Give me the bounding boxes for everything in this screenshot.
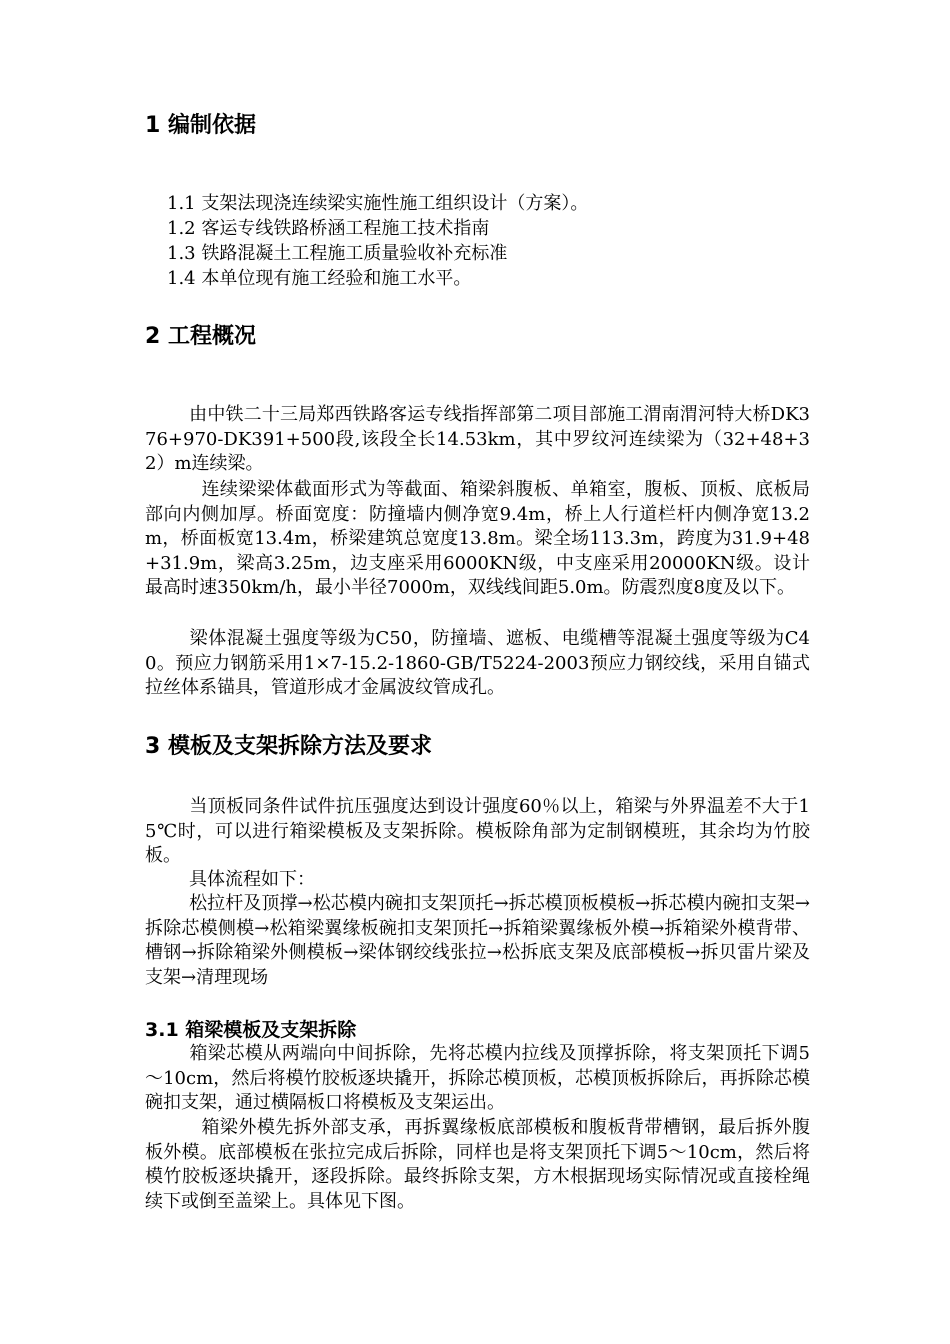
- core-mold-removal-paragraph: [145, 1042, 810, 1116]
- concrete-grade-text: 梁体混凝土强度等级为C50，防撞墙、遮板、电缆槽等混凝土强度等级为C40。预应力钢筋采用1×7-15.2-1860-GB/T5224-2003预应力钢绞线，采用自锚式拉丝体系锚具，管道形成才金属波纹管成孔。: [145, 628, 810, 698]
- core-mold-removal-text: 箱梁芯模从两端向中间拆除，先将芯模内拉线及顶撑拆除，将支架顶托下调5～10cm，然后将模竹胶板逐块撬开，拆除芯模顶板，芯模顶板拆除后，再拆除芯模碗扣支架，通过横隔板口将模板及支架运出。: [145, 1043, 810, 1113]
- reference-item-2: 1.2 客运专线铁路桥涵工程施工技术指南: [167, 218, 490, 239]
- section-3-heading: 3 模板及支架拆除方法及要求: [145, 734, 432, 759]
- outer-mold-removal-paragraph: [145, 1116, 810, 1214]
- project-overview-paragraph: [145, 403, 810, 477]
- section-2-heading: 2 工程概况: [145, 324, 256, 349]
- reference-item-1: 1.1 支架法现浇连续梁实施性施工组织设计（方案）。: [167, 193, 589, 214]
- removal-condition-paragraph: [145, 795, 810, 869]
- section-form-text: 连续梁梁体截面形式为等截面、箱梁斜腹板、单箱室，腹板、顶板、底板局部向内侧加厚。桥面宽度：防撞墙内侧净宽9.4m，桥上人行道栏杆内侧净宽13.2m，桥面板宽13.4m，桥梁建筑总宽度13.8m。梁全场113.3m，跨度为31.9+48+31.9m，梁高3.25m，边支座采用6000KN级，中支座采用20000KN级。设计最高时速350km/h，最小半径7000m，双线线间距5.0m。防震烈度8度及以下。: [145, 479, 810, 598]
- project-overview-text: 由中铁二十三局郑西铁路客运专线指挥部第二项目部施工渭南渭河特大桥DK376+970-DK391+500段,该段全长14.53km，其中罗纹河连续梁为（32+48+32）m连续梁。: [145, 404, 810, 474]
- process-intro-paragraph: [145, 868, 810, 893]
- reference-item-4: 1.4 本单位现有施工经验和施工水平。: [167, 268, 472, 289]
- section-1-heading: 1 编制依据: [145, 113, 256, 138]
- section-form-paragraph: [145, 478, 810, 601]
- process-flow-paragraph: [145, 892, 810, 990]
- outer-mold-removal-text: 箱梁外模先拆外部支承，再拆翼缘板底部模板和腹板背带槽钢，最后拆外腹板外模。底部模板在张拉完成后拆除，同样也是将支架顶托下调5～10cm，然后将模竹胶板逐块撬开，逐段拆除。最终拆除支架，方木根据现场实际情况或直接栓绳续下或倒至盖梁上。具体见下图。: [145, 1117, 810, 1212]
- process-flow-text: 松拉杆及顶撑→松芯模内碗扣支架顶托→拆芯模顶板模板→拆芯模内碗扣支架→拆除芯模侧模→松箱梁翼缘板碗扣支架顶托→拆箱梁翼缘板外模→拆箱梁外模背带、槽钢→拆除箱梁外侧模板→梁体钢绞线张拉→松拆底支架及底部模板→拆贝雷片梁及支架→清理现场: [145, 893, 810, 988]
- reference-item-3: 1.3 铁路混凝土工程施工质量验收补充标准: [167, 243, 508, 264]
- concrete-grade-paragraph: [145, 627, 810, 701]
- process-intro-text: 具体流程如下：: [189, 869, 315, 890]
- removal-condition-text: 当顶板同条件试件抗压强度达到设计强度60％以上，箱梁与外界温差不大于15℃时，可以进行箱梁模板及支架拆除。模板除角部为定制钢模班，其余均为竹胶板。: [145, 796, 810, 866]
- subsection-3-1-heading: 3.1 箱梁模板及支架拆除: [145, 1019, 357, 1041]
